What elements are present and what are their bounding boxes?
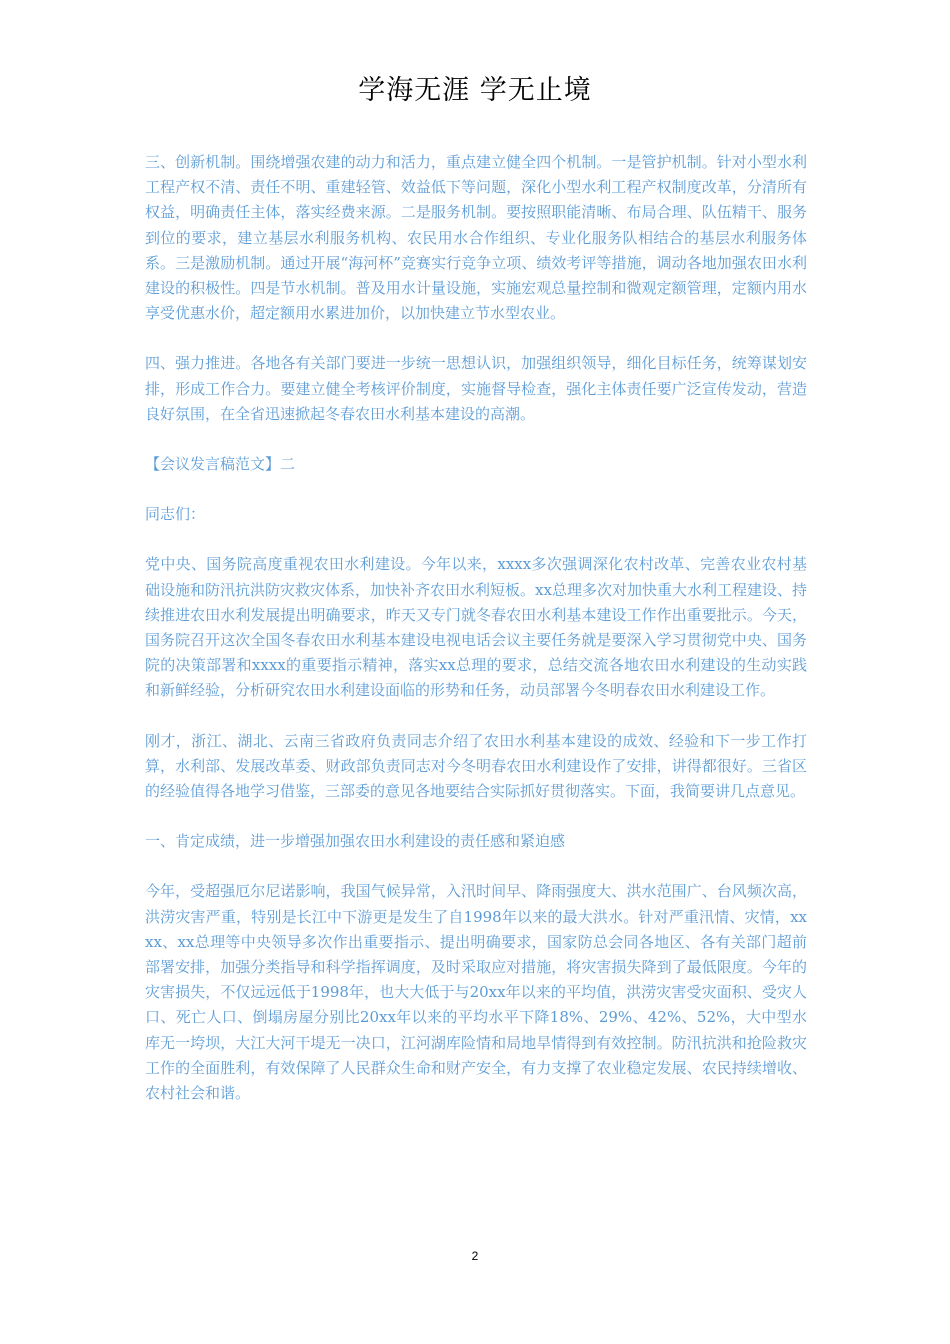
paragraph-strong-promotion: 四、强力推进。各地各有关部门要进一步统一思想认识，加强组织领导，细化目标任务，统筹谋划安排，形成工作合力。要建立健全考核评价制度，实施督导检查，强化主体责任要广泛宣传发动，营造良好氛围，在全省迅速掀起冬春农田水利基本建设的高潮。: [145, 354, 807, 423]
document-body: [145, 150, 807, 1131]
page-number: 2: [471, 1249, 479, 1263]
paragraph-innovation-mechanism: 三、创新机制。围绕增强农建的动力和活力，重点建立健全四个机制。一是管护机制。针对小型水利工程产权不清、责任不明、重建轻管、效益低下等问题，深化小型水利工程产权制度改革，分清所有权益，明确责任主体，落实经费来源。二是服务机制。要按照职能清晰、布局合理、队伍精干、服务到位的要求，建立基层水利服务机构、农民用水合作组织、专业化服务队相结合的基层水利服务体系。三是激励机制。通过开展“海河杯”竞赛实行竞争立项、绩效考评等措施，调动各地加强农田水利建设的积极性。四是节水机制。普及用水计量设施，实施宏观总量控制和微观定额管理，定额内用水享受优惠水价，超定额用水累进加价，以加快建立节水型农业。: [145, 153, 807, 323]
paragraph-central-attention: 党中央、国务院高度重视农田水利建设。今年以来，xxxx多次强调深化农村改革、完善农业农村基础设施和防汛抗洪防灾救灾体系，加快补齐农田水利短板。xx总理多次对加快重大水利工程建设、持续推进农田水利发展提出明确要求，昨天又专门就冬春农田水利基本建设工作作出重要批示。今天，国务院召开这次全国冬春农田水利基本建设电视电话会议主要任务就是要深入学习贯彻党中央、国务院的决策部署和xxxx的重要指示精神，落实xx总理的要求，总结交流各地农田水利建设的生动实践和新鲜经验，分析研究农田水利建设面临的形势和任务，动员部署今冬明春农田水利建设工作。: [145, 555, 807, 700]
paragraph-provincial-reports: 刚才，浙江、湖北、云南三省政府负责同志介绍了农田水利基本建设的成效、经验和下一步工作打算，水利部、发展改革委、财政部负责同志对今冬明春农田水利建设作了安排，讲得都很好。三省区的经验值得各地学习借鉴，三部委的意见各地要结合实际抓好贯彻落实。下面，我简要讲几点意见。: [145, 731, 807, 801]
page-header-title: 学海无涯 学无止境: [358, 75, 592, 106]
paragraph-flood-season-review: 今年，受超强厄尔尼诺影响，我国气候异常，入汛时间早、降雨强度大、洪水范围广、台风频次高，洪涝灾害严重，特别是长江中下游更是发生了自1998年以来的最大洪水。针对严重汛情、灾情，xxxx、xx总理等中央领导多次作出重要指示、提出明确要求，国家防总会同各地区、各有关部门超前部署安排，加强分类指导和科学指挥调度，及时采取应对措施，将灾害损失降到了最低限度。今年的灾害损失，不仅远远低于1998年，也大大低于与20xx年以来的平均值，洪涝灾害受灾面积、受灾人口、死亡人口、倒塌房屋分别比20xx年以来的平均水平下降18%、29%、42%、52%，大中型水库无一垮坝，大江大河干堤无一决口，江河湖库险情和局地旱情得到有效控制。防汛抗洪和抢险救灾工作的全面胜利，有效保障了人民群众生命和财产安全，有力支撑了农业稳定发展、农民持续增收、农村社会和谐。: [145, 882, 807, 1103]
section-heading-speech-sample-two: 【会议发言稿范文】二: [145, 455, 296, 474]
section-heading-affirm-achievements: 一、肯定成绩，进一步增强加强农田水利建设的责任感和紧迫感: [145, 832, 566, 851]
salutation: 同志们：: [145, 505, 206, 524]
